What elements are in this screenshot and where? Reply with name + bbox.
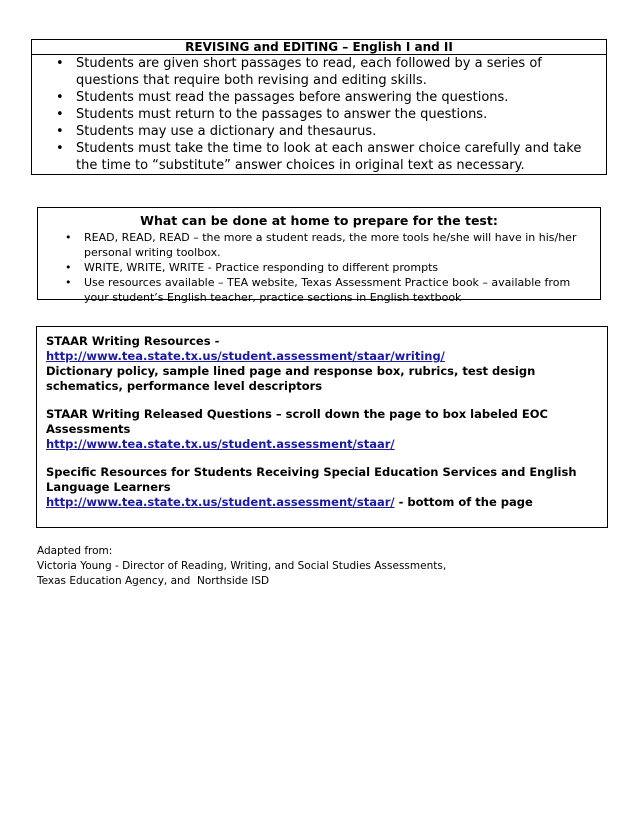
home-prep-title: What can be done at home to prepare for the test: (140, 213, 498, 228)
resource-link[interactable]: http://www.tea.state.tx.us/student.assessment/staar/ (46, 437, 395, 451)
adapted-from-note (37, 544, 446, 589)
adapted-label: Adapted from: (37, 545, 113, 557)
resource-title: STAAR Writing Released Questions – scroll down the page to box labeled EOC Assessments (46, 407, 548, 436)
resource-writing (46, 334, 597, 394)
resources-content (46, 334, 597, 523)
home-prep-list (38, 230, 600, 305)
home-prep-box (37, 207, 601, 304)
list-item: • WRITE, WRITE, WRITE - Practice responding to different prompts (84, 260, 586, 275)
resource-special-education (46, 465, 597, 510)
list-item: • Students must return to the passages to answer the questions. (76, 106, 596, 123)
resource-link[interactable]: http://www.tea.state.tx.us/student.assessment/staar/ (46, 495, 395, 509)
adapted-source: Victoria Young - Director of Reading, Writing, and Social Studies Assessments, (37, 560, 447, 572)
list-item: • READ, READ, READ – the more a student reads, the more tools he/she will have in his/her personal writing toolbox. (84, 230, 586, 260)
list-item: • Students must take the time to look at each answer choice carefully and take the time to “substitute” answer choices in original text as necessary. (76, 140, 596, 174)
resource-title: Specific Resources for Students Receiving Special Education Services and English Language Learners (46, 465, 577, 494)
resource-released-questions (46, 407, 597, 452)
resource-suffix: - bottom of the page (394, 495, 533, 509)
resources-box (36, 326, 608, 528)
resource-description: Dictionary policy, sample lined page and response box, rubrics, test design schematics, performance level descriptors (46, 364, 536, 393)
adapted-source: Texas Education Agency, and Northside ISD (37, 575, 270, 587)
resource-link[interactable]: http://www.tea.state.tx.us/student.assessment/staar/writing/ (46, 349, 445, 363)
revising-editing-list (32, 55, 606, 174)
revising-editing-title: REVISING and EDITING – English I and II (32, 40, 606, 55)
resource-title: STAAR Writing Resources - (46, 334, 220, 348)
revising-editing-box (31, 39, 607, 175)
list-item: • Students are given short passages to read, each followed by a series of questions that require both revising and editing skills. (76, 55, 596, 89)
list-item: • Students must read the passages before answering the questions. (76, 89, 596, 106)
list-item: • Use resources available – TEA website, Texas Assessment Practice book – available from your student’s English teacher, practice sections in English textbook (84, 275, 586, 305)
list-item: • Students may use a dictionary and thesaurus. (76, 123, 596, 140)
